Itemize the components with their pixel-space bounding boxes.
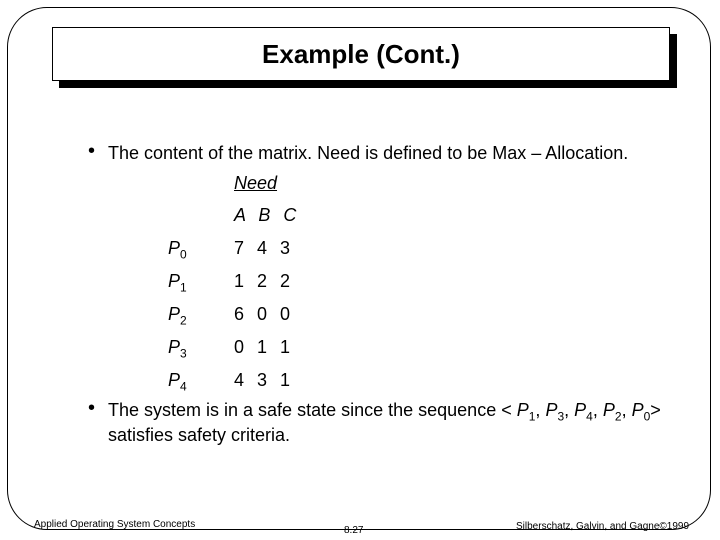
- bullet-text-2-continued: satisfies safety criteria.: [108, 425, 291, 445]
- process-label: $P_0$: [168, 238, 187, 262]
- slide-title: Example (Cont.): [262, 38, 460, 69]
- matrix-columns: A B C: [234, 205, 301, 225]
- bullet-text-2: The system is in a safe state since the sequence < $P_1$, $P_3$, $P_4$, $P_2$, $P_0>$: [108, 400, 661, 424]
- footer-course-title: Applied Operating System Concepts: [34, 519, 196, 530]
- footer-copyright: Silberschatz, Galvin, and Gagne©1999: [516, 521, 690, 532]
- need-values: 4 3 1: [234, 370, 295, 390]
- matrix-heading: Need: [234, 173, 278, 193]
- process-label: $P_2$: [168, 304, 187, 328]
- need-values: 1 2 2: [234, 271, 295, 291]
- bullet-icon: •: [88, 397, 96, 419]
- process-label: $P_4$: [168, 370, 187, 394]
- bullet-icon: •: [88, 140, 96, 162]
- process-label: $P_3$: [168, 337, 187, 361]
- footer-page-number: 8.27: [344, 525, 364, 536]
- need-values: 0 1 1: [234, 337, 295, 357]
- need-values: 6 0 0: [234, 304, 295, 324]
- need-values: 7 4 3: [234, 238, 295, 258]
- bullet-text-1: The content of the matrix. Need is defined to be Max – Allocation.: [108, 143, 629, 163]
- process-label: $P_1$: [168, 271, 187, 295]
- title-box: [52, 27, 670, 81]
